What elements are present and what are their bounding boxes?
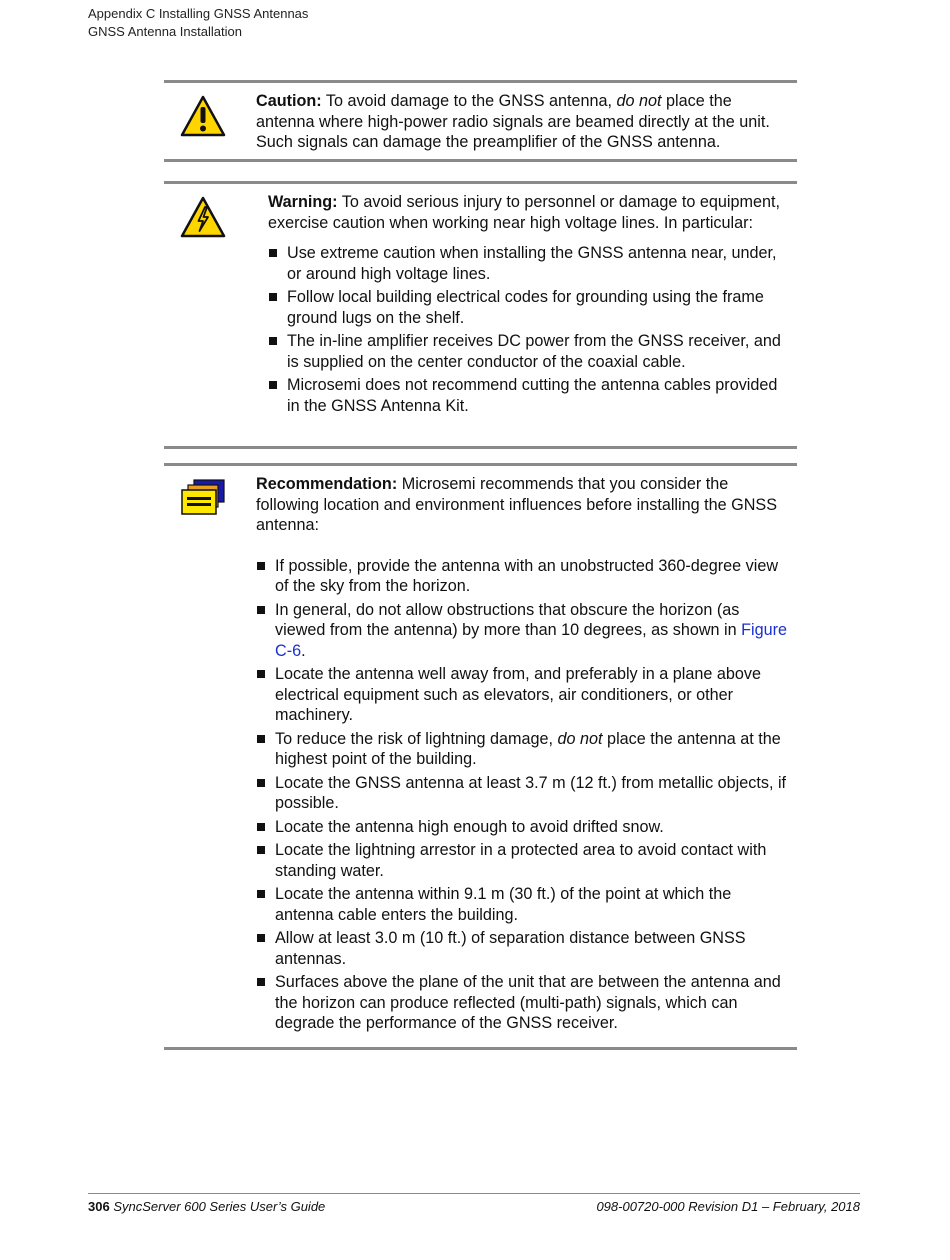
caution-notice bbox=[164, 80, 797, 162]
recommendation-note-icon bbox=[180, 478, 228, 516]
list-item: Locate the antenna high enough to avoid drifted snow. bbox=[256, 817, 788, 838]
running-header bbox=[88, 5, 308, 41]
high-voltage-warning-icon bbox=[180, 196, 226, 238]
recommendation-list bbox=[256, 556, 788, 1034]
list-item: Locate the GNSS antenna at least 3.7 m (12 ft.) from metallic objects, if possible. bbox=[256, 773, 788, 814]
list-item: Microsemi does not recommend cutting the antenna cables provided in the GNSS Antenna Kit. bbox=[268, 375, 788, 416]
warning-notice bbox=[164, 181, 797, 449]
recommendation-notice bbox=[164, 463, 797, 1050]
list-item: Follow local building electrical codes for grounding using the frame ground lugs on the shelf. bbox=[268, 287, 788, 328]
caution-text: Caution: To avoid damage to the GNSS antenna, do not place the antenna where high-power radio signals are beamed directly at the unit. Such signals can damage the preamplifier of the GNSS antenna. bbox=[256, 92, 770, 151]
document-revision: 098-00720-000 Revision D1 – February, 2018 bbox=[596, 1199, 860, 1214]
warning-text: Warning: To avoid serious injury to personnel or damage to equipment, exercise caution when working near high voltage lines. In particular: Use extreme caution when installing the GNSS antenna near, under, or around high voltage lines. Follow local building electrical codes for grounding using the frame ground lugs on the shelf. The in-line amplifier receives DC power from the GNSS receiver, and is supplied on the center conductor of the coaxial cable. Microsemi does not recommend cutting the antenna cables provided in the GNSS Antenna Kit. bbox=[268, 192, 788, 416]
caution-label: Caution: bbox=[256, 92, 322, 110]
list-item: Use extreme caution when installing the GNSS antenna near, under, or around high voltage lines. bbox=[268, 243, 788, 284]
list-item: Allow at least 3.0 m (10 ft.) of separation distance between GNSS antennas. bbox=[256, 928, 788, 969]
footer-left bbox=[88, 1199, 325, 1215]
recommendation-label: Recommendation: bbox=[256, 475, 398, 493]
list-item: Locate the antenna within 9.1 m (30 ft.) of the point at which the antenna cable enters the building. bbox=[256, 884, 788, 925]
page-number: 306 bbox=[88, 1199, 110, 1214]
list-item: The in-line amplifier receives DC power from the GNSS receiver, and is supplied on the center conductor of the coaxial cable. bbox=[268, 331, 788, 372]
warning-list bbox=[268, 243, 788, 416]
list-item: In general, do not allow obstructions that obscure the horizon (as viewed from the antenna) by more than 10 degrees, as shown in Figure C-6. bbox=[256, 600, 788, 662]
footer-divider bbox=[88, 1193, 860, 1194]
header-chapter: Appendix C Installing GNSS Antennas bbox=[88, 6, 309, 21]
caution-exclamation-icon bbox=[180, 95, 226, 137]
document-title: SyncServer 600 Series User’s Guide bbox=[113, 1199, 326, 1214]
list-item: To reduce the risk of lightning damage, do not place the antenna at the highest point of the building. bbox=[256, 729, 788, 770]
warning-label: Warning: bbox=[268, 193, 338, 211]
list-item: If possible, provide the antenna with an unobstructed 360-degree view of the sky from the horizon. bbox=[256, 556, 788, 597]
recommendation-text: Recommendation: Microsemi recommends that you consider the following location and environment influences before installing the GNSS antenna: If possible, provide the antenna with an unobstructed 360-degree view of the sky from the horizon. In general, do not allow obstructions that obscure the horizon (as viewed from the antenna) by more than 10 degrees, as shown in Figure C-6. Locate the antenna well away from, and preferably in a plane above electrical equipment such as elevators, air conditioners, or other machinery. To reduce the risk of lightning damage, do not place the antenna at the highest point of the building. Locate the GNSS antenna at least 3.7 m (12 ft.) from metallic objects, if possible. Locate the antenna high enough to avoid drifted snow. Locate the lightning arrestor in a protected area to avoid contact with standing water. Locate the antenna within 9.1 m (30 ft.) of the point at which the antenna cable enters the building. Allow at least 3.0 m (10 ft.) of separation distance between GNSS antennas. Surfaces above the plane of the unit that are between the antenna and the horizon can produce reflected (multi-path) signals, which can degrade the performance of the GNSS receiver. bbox=[256, 475, 788, 1032]
list-item: Locate the antenna well away from, and preferably in a plane above electrical equipment such as elevators, air conditioners, or other machinery. bbox=[256, 664, 788, 726]
header-section: GNSS Antenna Installation bbox=[88, 24, 242, 39]
figure-c-6-link[interactable]: Figure C-6 bbox=[275, 621, 788, 660]
list-item: Locate the lightning arrestor in a protected area to avoid contact with standing water. bbox=[256, 840, 788, 881]
list-item: Surfaces above the plane of the unit that are between the antenna and the horizon can produce reflected (multi-path) signals, which can degrade the performance of the GNSS receiver. bbox=[256, 972, 788, 1034]
